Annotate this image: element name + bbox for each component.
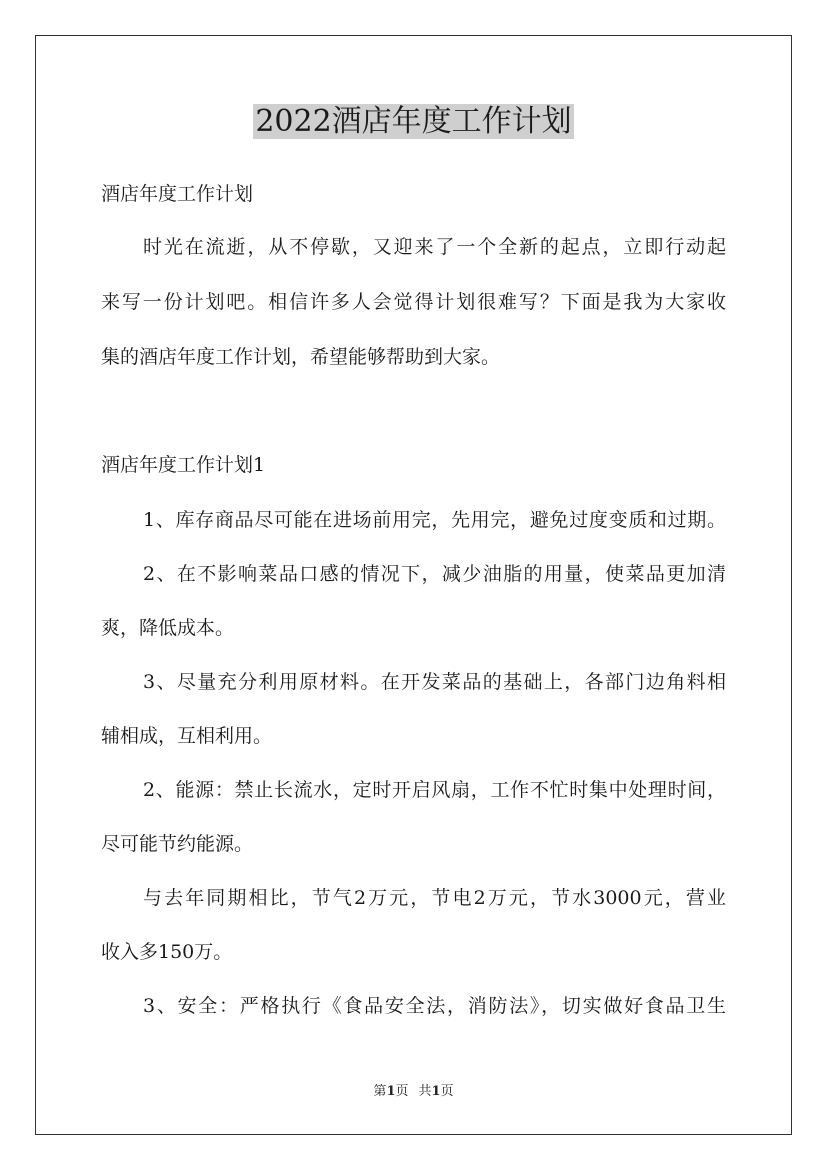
intro-line-3: 集的酒店年度工作计划，希望能够帮助到大家。	[101, 346, 501, 368]
section-heading: 酒店年度工作计划1	[101, 454, 266, 476]
item-line-6: 2、能源：禁止长流水，定时开启风扇，工作不忙时集中处理时间，	[143, 779, 726, 801]
document-title	[0, 100, 827, 144]
subtitle: 酒店年度工作计划	[101, 183, 254, 205]
document-title-text: 2022酒店年度工作计划	[255, 104, 572, 139]
item-line-9: 收入多150万。	[101, 941, 233, 963]
item-line-1: 1、库存商品尽可能在进场前用完，先用完，避免过度变质和过期。	[143, 509, 726, 531]
item-line-5: 辅相成，互相利用。	[101, 725, 273, 747]
intro-line-1: 时光在流逝，从不停歇，又迎来了一个全新的起点，立即行动起	[143, 236, 726, 258]
footer-page-prefix: 第	[373, 1084, 387, 1099]
footer-total-prefix: 共	[418, 1084, 432, 1099]
item-line-2: 2、在不影响菜品口感的情况下，减少油脂的用量，使菜品更加清	[143, 563, 726, 585]
footer-total-suffix: 页	[440, 1084, 454, 1099]
item-line-8: 与去年同期相比，节气2万元，节电2万元，节水3000元，营业	[143, 887, 726, 909]
footer-page-suffix: 页	[395, 1084, 409, 1099]
item-line-10: 3、安全：严格执行《食品安全法，消防法》，切实做好食品卫生	[143, 995, 726, 1017]
item-line-4: 3、尽量充分利用原材料。在开发菜品的基础上，各部门边角料相	[143, 671, 726, 693]
footer-page-number: 1	[386, 1084, 396, 1099]
item-line-7: 尽可能节约能源。	[101, 833, 254, 855]
footer-total-number: 1	[431, 1084, 441, 1099]
intro-line-2: 来写一份计划吧。相信许多人会觉得计划很难写？下面是我为大家收	[101, 291, 726, 313]
page-footer	[0, 1083, 827, 1101]
item-line-3: 爽，降低成本。	[101, 617, 235, 639]
